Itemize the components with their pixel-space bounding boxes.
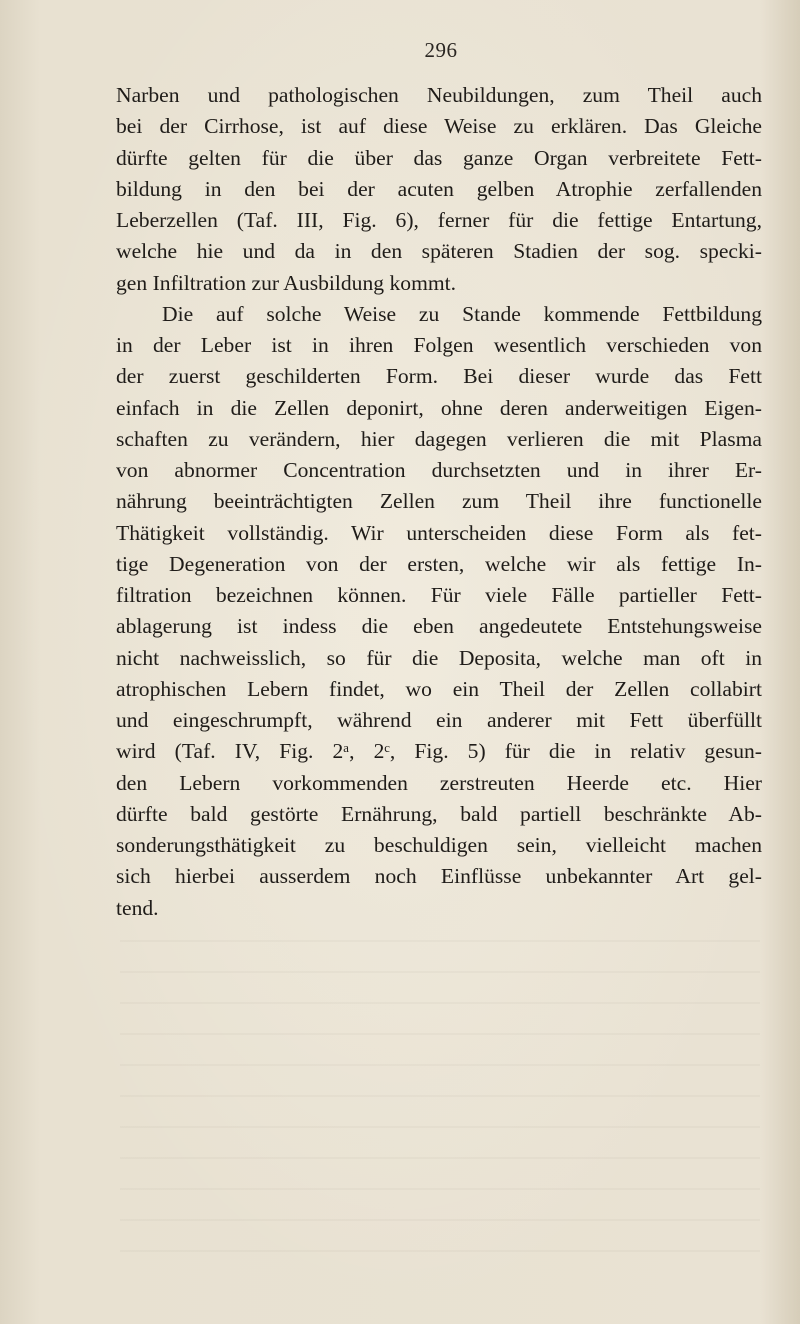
text-line: sonderungsthätigkeit zu beschuldigen sein, vielleicht machen <box>116 833 762 857</box>
text-line: bildung in den bei der acuten gelben Atrophie zerfallenden <box>116 176 762 201</box>
text-line: den Lebern vorkommenden zerstreuten Heerde etc. Hier <box>116 770 762 795</box>
text-line: tige Degeneration von der ersten, welche wir als fettige In- <box>116 551 762 576</box>
text-line: nicht nachweisslich, so für die Deposita, welche man oft in <box>116 645 762 670</box>
text-line: der zuerst geschilderten Form. Bei dieser wurde das Fett <box>116 364 762 389</box>
text-line: schaften zu verändern, hier dagegen verlieren die mit Plasma <box>116 426 762 451</box>
text-line: atrophischen Lebern findet, wo ein Theil der Zellen collabirt <box>116 676 762 701</box>
page-number: 296 <box>424 38 458 62</box>
text-line: wird (Taf. IV, Fig. 2ᵃ, 2ᶜ, Fig. 5) für die in relativ gesun- <box>116 739 762 764</box>
text-line: sich hierbei ausserdem noch Einflüsse unbekannter Art gel- <box>116 864 762 889</box>
text-line: tend. <box>116 895 159 920</box>
text-line: in der Leber ist in ihren Folgen wesentlich verschieden von <box>116 333 762 357</box>
text-line: Leberzellen (Taf. III, Fig. 6), ferner für die fettige Entartung, <box>116 208 762 232</box>
show-through-texture <box>120 940 760 1270</box>
text-line: Die auf solche Weise zu Stande kommende Fettbildung <box>162 301 762 326</box>
text-line: dürfte gelten für die über das ganze Organ verbreitete Fett- <box>116 145 762 170</box>
body-text <box>116 80 762 924</box>
text-line: Narben und pathologischen Neubildungen, zum Theil auch <box>116 83 762 107</box>
text-line: und eingeschrumpft, während ein anderer mit Fett überfüllt <box>116 708 762 732</box>
text-line: Thätigkeit vollständig. Wir unterscheiden diese Form als fet- <box>116 520 762 545</box>
text-line: ablagerung ist indess die eben angedeutete Entstehungsweise <box>116 614 762 639</box>
text-line: dürfte bald gestörte Ernährung, bald partiell beschränkte Ab- <box>116 801 762 826</box>
text-line: gen Infiltration zur Ausbildung kommt. <box>116 270 457 295</box>
text-line: welche hie und da in den späteren Stadien der sog. specki- <box>116 239 762 264</box>
text-line: nährung beeinträchtigten Zellen zum Theil ihre functionelle <box>116 489 762 514</box>
text-line: filtration bezeichnen können. Für viele Fälle partieller Fett- <box>116 583 762 607</box>
text-line: von abnormer Concentration durchsetzten und in ihrer Er- <box>116 458 762 482</box>
text-line: einfach in die Zellen deponirt, ohne deren anderweitigen Eigen- <box>116 395 762 420</box>
text-line: bei der Cirrhose, ist auf diese Weise zu erklären. Das Gleiche <box>116 114 762 139</box>
